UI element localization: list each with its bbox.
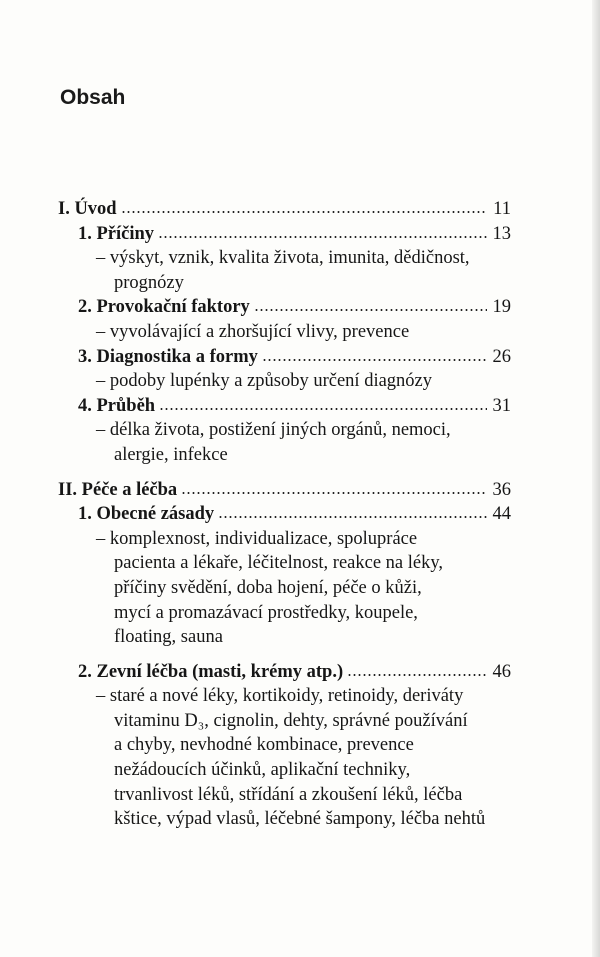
description-line: – podoby lupénky a způsoby určení diagnózy [96,371,433,392]
table-of-contents [58,197,511,832]
entry-title: 1. Obecné zásady [78,504,215,525]
chapter-description [96,418,511,467]
chapter-description [96,527,511,650]
chapter-description [96,320,511,345]
entry-title: I. Úvod [58,199,117,219]
page-number: 19 [492,297,511,318]
page-number: 26 [492,346,511,367]
page-title: Obsah [60,86,126,109]
page-number: 13 [492,223,511,244]
entry-title: 4. Průběh [78,395,156,416]
description-line: příčiny svědění, doba hojení, péče o kůži, [114,577,422,598]
page-edge-shadow [592,0,600,957]
toc-chapter-entry[interactable] [78,660,511,685]
description-line: trvanlivost léků, střídání a zkoušení léků, léčba [114,784,463,805]
entry-title: 3. Diagnostika a formy [78,346,258,367]
dot-leader [121,210,487,214]
page-number: 46 [492,661,511,682]
description-line: – vyvolávající a zhoršující vlivy, prevence [96,321,410,342]
description-line: a chyby, nevhodné kombinace, prevence [114,735,414,756]
dot-leader [218,515,486,519]
chapter-description [96,246,511,295]
description-line: nežádoucích účinků, aplikační techniky, [114,760,411,781]
page-number: 31 [492,395,511,416]
description-line: floating, sauna [114,627,223,648]
dot-leader [159,407,486,411]
toc-chapter-entry[interactable] [78,295,511,320]
chapter-description [96,369,511,394]
description-line: vitaminu D₃, cignolin, dehty, správné používání [114,710,468,731]
description-line: mycí a promazávací prostředky, koupele, [114,602,418,623]
dot-leader [181,491,486,495]
toc-chapter-entry[interactable] [78,394,511,419]
description-line: – komplexnost, individualizace, spolupráce [96,528,418,549]
description-line: alergie, infekce [114,444,228,465]
chapter-description [96,684,511,832]
entry-title: 2. Zevní léčba (masti, krémy atp.) [78,661,344,682]
dot-leader [254,308,487,312]
toc-chapter-entry[interactable] [78,502,511,527]
description-line: pacienta a lékaře, léčitelnost, reakce na léky, [114,553,444,574]
toc-chapter-entry[interactable] [78,222,511,247]
toc-part-entry[interactable] [58,478,511,503]
description-line: – délka života, postižení jiných orgánů, nemoci, [96,420,451,441]
entry-title: 2. Provokační faktory [78,297,250,318]
toc-part-entry[interactable] [58,197,511,222]
toc-chapter-entry[interactable] [78,345,511,370]
description-line: – staré a nové léky, kortikoidy, retinoidy, deriváty [96,686,464,707]
page-number: 11 [493,199,511,219]
entry-title: 1. Příčiny [78,223,155,244]
dot-leader [262,358,487,362]
dot-leader [347,673,486,677]
dot-leader [158,235,486,239]
page-number: 36 [492,479,511,500]
description-line: kštice, výpad vlasů, léčebné šampony, léčba nehtů [114,809,486,830]
page-number: 44 [492,504,511,525]
description-line: prognózy [114,272,184,293]
description-line: – výskyt, vznik, kvalita života, imunita, dědičnost, [96,248,470,269]
entry-title: II. Péče a léčba [58,479,178,500]
